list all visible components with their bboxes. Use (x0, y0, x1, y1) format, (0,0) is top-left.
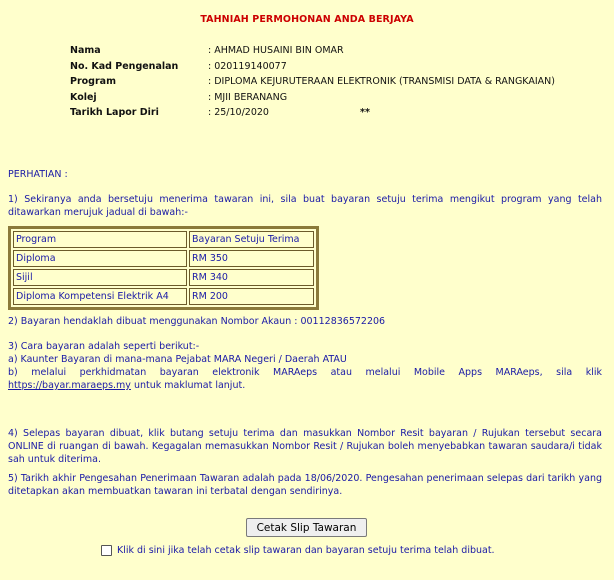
instruction-3-tail: untuk maklumat lanjut. (130, 380, 246, 391)
instruction-3-line2: a) Kaunter Bayaran di mana-mana Pejabat MARA Negeri / Daerah ATAU (8, 354, 347, 365)
maraeps-link[interactable]: https://bayar.maraeps.my (8, 380, 131, 391)
instruction-1: 1) Sekiranya anda bersetuju menerima tawaran ini, sila buat bayaran setuju terima mengikut program yang telah ditawarkan merujuk jadual di bawah:- (8, 194, 602, 218)
instruction-3 (8, 340, 602, 392)
table-cell: Sijil (13, 269, 187, 286)
info-label: No. Kad Pengenalan (70, 60, 179, 72)
table-row (13, 288, 314, 305)
info-value: : DIPLOMA KEJURUTERAAN ELEKTRONIK (TRANSMISI DATA & RANGKAIAN) (208, 76, 555, 88)
table-cell: RM 200 (189, 288, 314, 305)
instruction-3-line4 (8, 379, 602, 392)
info-value: : 020119140077 (208, 60, 287, 72)
instruction-3-line1: 3) Cara bayaran adalah seperti berikut:- (8, 341, 200, 352)
table-header: Program (13, 231, 187, 248)
info-label: Program (70, 76, 116, 88)
instruction-4: 4) Selepas bayaran dibuat, klik butang setuju terima dan masukkan Nombor Resit bayaran / Rujukan tersebut secara ONLINE di ruangan di bawah. Kegagalan memasukkan Nombor Resit / Rujukan boleh menyebabkan tawaran saudara/i tidak sah untuk diterima. (8, 428, 602, 465)
table-row (13, 250, 314, 267)
perhatian-heading: PERHATIAN : (8, 169, 68, 180)
instruction-5: 5) Tarikh akhir Pengesahan Penerimaan Tawaran adalah pada 18/06/2020. Pengesahan penerimaan selepas dari tarikh yang ditetapkan akan membuatkan tawaran ini terbatal dengan sendirinya. (8, 473, 602, 497)
info-label: Nama (70, 45, 101, 56)
table-row (13, 269, 314, 286)
fee-table (8, 226, 319, 310)
stars-marker: ** (360, 107, 370, 119)
table-cell: Diploma (13, 250, 187, 267)
info-label: Tarikh Lapor Diri (70, 107, 159, 119)
info-value: : 25/10/2020 (208, 107, 269, 119)
confirm-checkbox-label[interactable]: Klik di sini jika telah cetak slip tawaran dan bayaran setuju terima telah dibuat. (117, 545, 495, 556)
info-value: : MJII BERANANG (208, 91, 288, 103)
print-slip-button[interactable]: Cetak Slip Tawaran (246, 518, 367, 537)
table-cell: RM 350 (189, 250, 314, 267)
table-header: Bayaran Setuju Terima (189, 231, 314, 248)
page-title: TAHNIAH PERMOHONAN ANDA BERJAYA (200, 14, 414, 25)
instruction-2: 2) Bayaran hendaklah dibuat menggunakan Nombor Akaun : 00112836572206 (8, 316, 386, 327)
info-value: : AHMAD HUSAINI BIN OMAR (208, 45, 344, 56)
instruction-3-line3: b) melalui perkhidmatan bayaran elektronik MARAeps atau melalui Mobile Apps MARAeps, sila klik (8, 367, 602, 378)
info-label: Kolej (70, 91, 97, 103)
confirm-checkbox[interactable] (101, 545, 112, 556)
table-cell: RM 340 (189, 269, 314, 286)
table-cell: Diploma Kompetensi Elektrik A4 (13, 288, 187, 305)
table-row (13, 231, 314, 248)
